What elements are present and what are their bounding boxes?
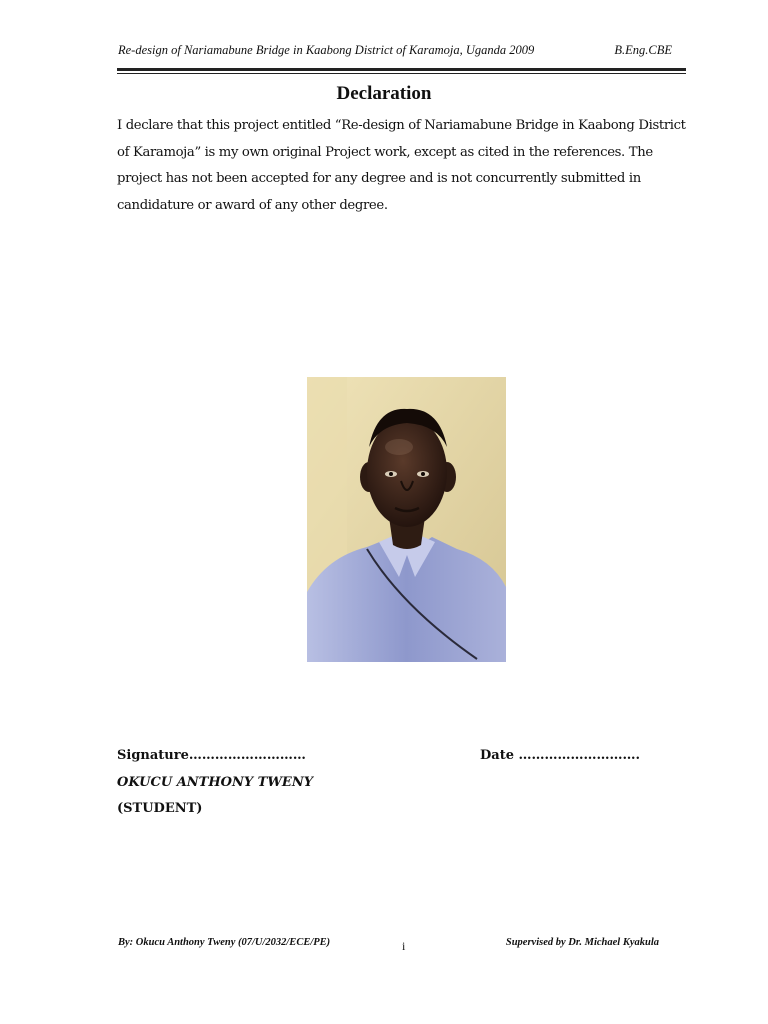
footer-author: By: Okucu Anthony Tweny (07/U/2032/ECE/PE) bbox=[118, 937, 331, 948]
header-rule-thick bbox=[117, 68, 686, 71]
portrait-photo bbox=[307, 377, 506, 662]
header-rule-thin bbox=[117, 73, 686, 74]
page-title: Declaration bbox=[336, 83, 432, 104]
date-line: Date ………………………. bbox=[480, 748, 641, 763]
declaration-text: I declare that this project entitled “Re-design of Nariamabune Bridge in Kaabong District of Karamoja” is my own original Project work, except as cited in the references. The project has not been accepted for any degree and is not concurrently submitted in candidature or award of any other degree. bbox=[117, 118, 686, 213]
page-number: i bbox=[402, 939, 406, 953]
header-program: B.Eng.CBE bbox=[614, 43, 672, 57]
header-title: Re-design of Nariamabune Bridge in Kaabong District of Karamoja, Uganda 2009 bbox=[118, 43, 535, 57]
student-name: OKUCU ANTHONY TWENY bbox=[117, 775, 313, 790]
footer-supervisor: Supervised by Dr. Michael Kyakula bbox=[505, 937, 659, 948]
portrait-illustration bbox=[307, 377, 506, 662]
student-role: (STUDENT) bbox=[117, 801, 203, 816]
signature-line: Signature……………………… bbox=[117, 748, 306, 763]
